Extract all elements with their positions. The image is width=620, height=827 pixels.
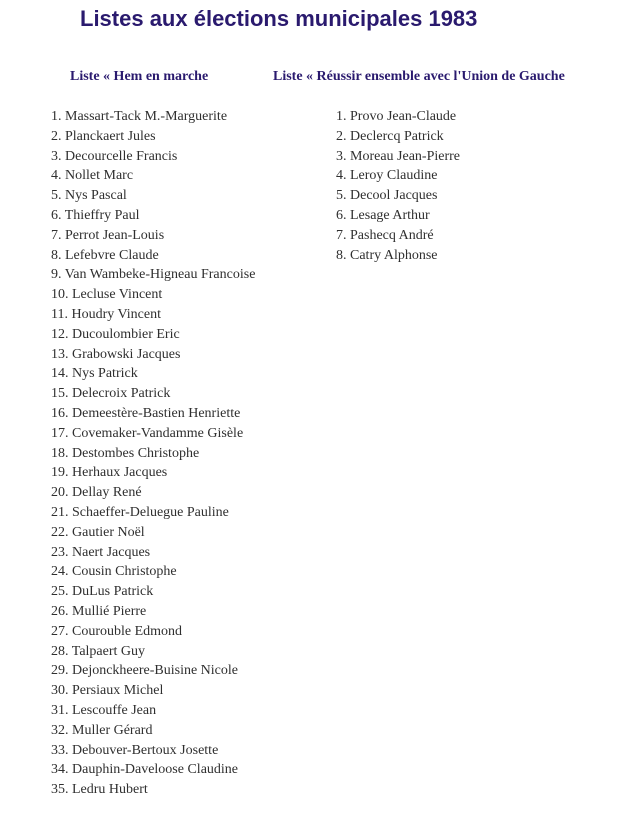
candidate-list-item: 34. Dauphin-Daveloose Claudine	[51, 762, 239, 778]
candidate-list-item: 19. Herhaux Jacques	[51, 465, 168, 481]
candidate-list-item: 5. Nys Pascal	[51, 188, 127, 204]
list-heading-reussir-ensemble: Liste « Réussir ensemble avec l'Union de Gauche	[273, 69, 565, 84]
candidate-list-item: 29. Dejonckheere-Buisine Nicole	[51, 663, 238, 679]
candidate-list-item: 8. Catry Alphonse	[336, 247, 438, 263]
candidate-list-item: 32. Muller Gérard	[51, 722, 153, 738]
candidate-list-item: 12. Ducoulombier Eric	[51, 326, 180, 342]
candidate-list-item: 1. Massart-Tack M.-Marguerite	[51, 109, 228, 124]
candidate-list-item: 4. Nollet Marc	[51, 168, 134, 184]
candidate-list-item: 24. Cousin Christophe	[51, 564, 177, 580]
candidate-list-hem-en-marche	[51, 107, 255, 800]
candidate-list-item: 17. Covemaker-Vandamme Gisèle	[51, 425, 244, 441]
candidate-list-item: 9. Van Wambeke-Higneau Francoise	[51, 267, 256, 283]
candidate-list-item: 1. Provo Jean-Claude	[336, 109, 457, 124]
page-title: Listes aux élections municipales 1983	[80, 6, 478, 31]
candidate-list-item: 2. Declercq Patrick	[336, 128, 444, 144]
candidate-list-item: 7. Perrot Jean-Louis	[51, 227, 165, 243]
candidate-list-item: 30. Persiaux Michel	[51, 683, 164, 699]
candidate-list-item: 8. Lefebvre Claude	[51, 247, 159, 263]
candidate-list-item: 5. Decool Jacques	[336, 188, 438, 204]
candidate-list-item: 6. Thieffry Paul	[51, 207, 140, 223]
candidate-list-item: 10. Lecluse Vincent	[51, 287, 163, 303]
list-heading-hem-en-marche: Liste « Hem en marche	[70, 69, 209, 84]
candidate-list-item: 6. Lesage Arthur	[336, 207, 430, 223]
candidate-list-item: 23. Naert Jacques	[51, 544, 151, 560]
candidate-list-item: 35. Ledru Hubert	[51, 782, 148, 798]
candidate-list-item: 22. Gautier Noël	[51, 524, 145, 540]
candidate-list-item: 27. Courouble Edmond	[51, 623, 183, 639]
candidate-list-item: 4. Leroy Claudine	[336, 168, 438, 184]
candidate-list-item: 18. Destombes Christophe	[51, 445, 200, 461]
candidate-list-item: 13. Grabowski Jacques	[51, 346, 181, 362]
candidate-list-item: 2. Planckaert Jules	[51, 128, 156, 144]
candidate-list-item: 25. DuLus Patrick	[51, 584, 154, 600]
candidate-list-item: 7. Pashecq André	[336, 227, 434, 243]
candidate-list-item: 15. Delecroix Patrick	[51, 386, 171, 402]
candidate-list-item: 16. Demeestère-Bastien Henriette	[51, 405, 241, 421]
candidate-list-item: 31. Lescouffe Jean	[51, 702, 157, 718]
candidate-list-item: 3. Decourcelle Francis	[51, 148, 178, 164]
candidate-list-item: 21. Schaeffer-Deluegue Pauline	[51, 504, 229, 520]
candidate-list-item: 3. Moreau Jean-Pierre	[336, 148, 461, 164]
candidate-list-item: 14. Nys Patrick	[51, 366, 138, 382]
candidate-list-item: 26. Mullié Pierre	[51, 603, 147, 619]
candidate-list-item: 20. Dellay René	[51, 485, 142, 501]
candidate-list-item: 11. Houdry Vincent	[51, 306, 161, 322]
candidate-list-item: 28. Talpaert Guy	[51, 643, 146, 659]
candidate-list-reussir-ensemble	[336, 107, 460, 265]
candidate-list-item: 33. Debouver-Bertoux Josette	[51, 742, 219, 758]
